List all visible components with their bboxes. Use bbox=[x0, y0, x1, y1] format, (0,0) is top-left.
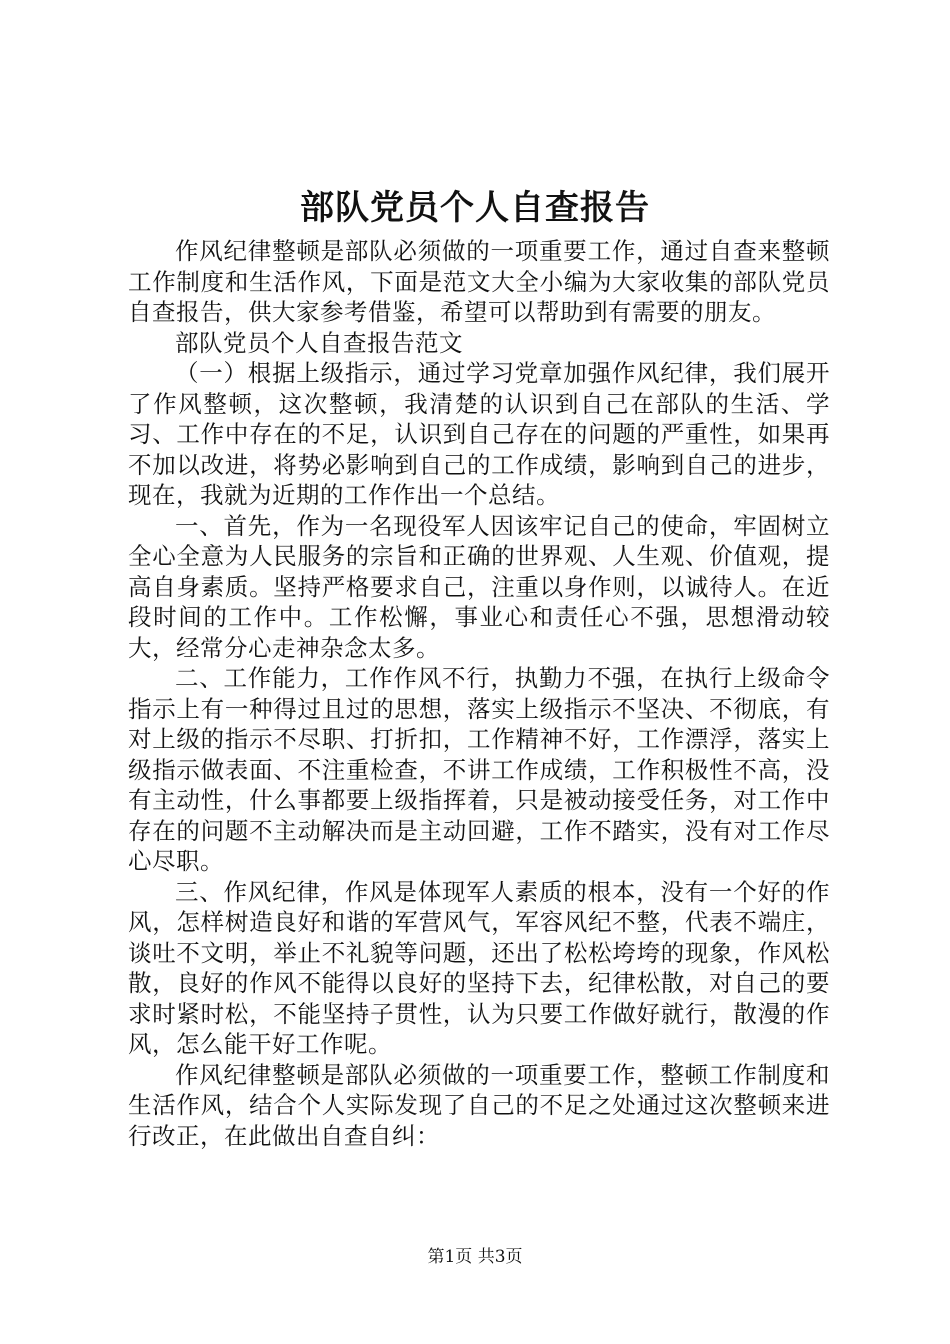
body-paragraph: 一、首先，作为一名现役军人因该牢记自己的使命，牢固树立全心全意为人民服务的宗旨和正确的世界观、人生观、价值观，提高自身素质。坚持严格要求自己，注重以身作则，以诚待人。在近段时间的工作中。工作松懈，事业心和责任心不强，思想滑动较大，经常分心走神杂念太多。 bbox=[128, 511, 830, 662]
body-paragraph: （一）根据上级指示，通过学习党章加强作风纪律，我们展开了作风整顿，这次整顿，我清楚的认识到自己在部队的生活、学习、工作中存在的不足，认识到自己存在的问题的严重性，如果再不加以改进，将势必影响到自己的工作成绩，影响到自己的进步，现在，我就为近期的工作作出一个总结。 bbox=[128, 359, 830, 509]
body-paragraph: 作风纪律整顿是部队必须做的一项重要工作，整顿工作制度和生活作风，结合个人实际发现了自己的不足之处通过这次整顿来进行改正，在此做出自查自纠： bbox=[128, 1060, 830, 1150]
body-paragraph: 二、工作能力，工作作风不行，执勤力不强，在执行上级命令指示上有一种得过且过的思想，落实上级指示不坚决、不彻底，有对上级的指示不尽职、打折扣，工作精神不好，工作漂浮，落实上级指示做表面、不注重检查，不讲工作成绩，工作积极性不高，没有主动性，什么事都要上级指挥着，只是被动接受任务，对工作中存在的问题不主动解决而是主动回避，工作不踏实，没有对工作尽心尽职。 bbox=[128, 664, 830, 875]
intro-paragraph: 作风纪律整顿是部队必须做的一项重要工作，通过自查来整顿工作制度和生活作风，下面是范文大全小编为大家收集的部队党员自查报告，供大家参考借鉴，希望可以帮助到有需要的朋友。 bbox=[128, 237, 830, 326]
body-paragraph: 三、作风纪律，作风是体现军人素质的根本，没有一个好的作风，怎样树造良好和谐的军营风气，军容风纪不整，代表不端庄，谈吐不文明，举止不礼貌等问题，还出了松松垮垮的现象，作风松散，良好的作风不能得以良好的坚持下去，纪律松散，对自己的要求时紧时松，不能坚持子贯性，认为只要工作做好就行，散漫的作风，怎么能干好工作呢。 bbox=[128, 877, 830, 1058]
document-body bbox=[128, 236, 830, 1151]
section-heading: 部队党员个人自查报告范文 bbox=[175, 328, 463, 357]
document-title: 部队党员个人自查报告 bbox=[300, 188, 650, 228]
page-number-footer: 第1页 共3页 bbox=[427, 1247, 523, 1267]
